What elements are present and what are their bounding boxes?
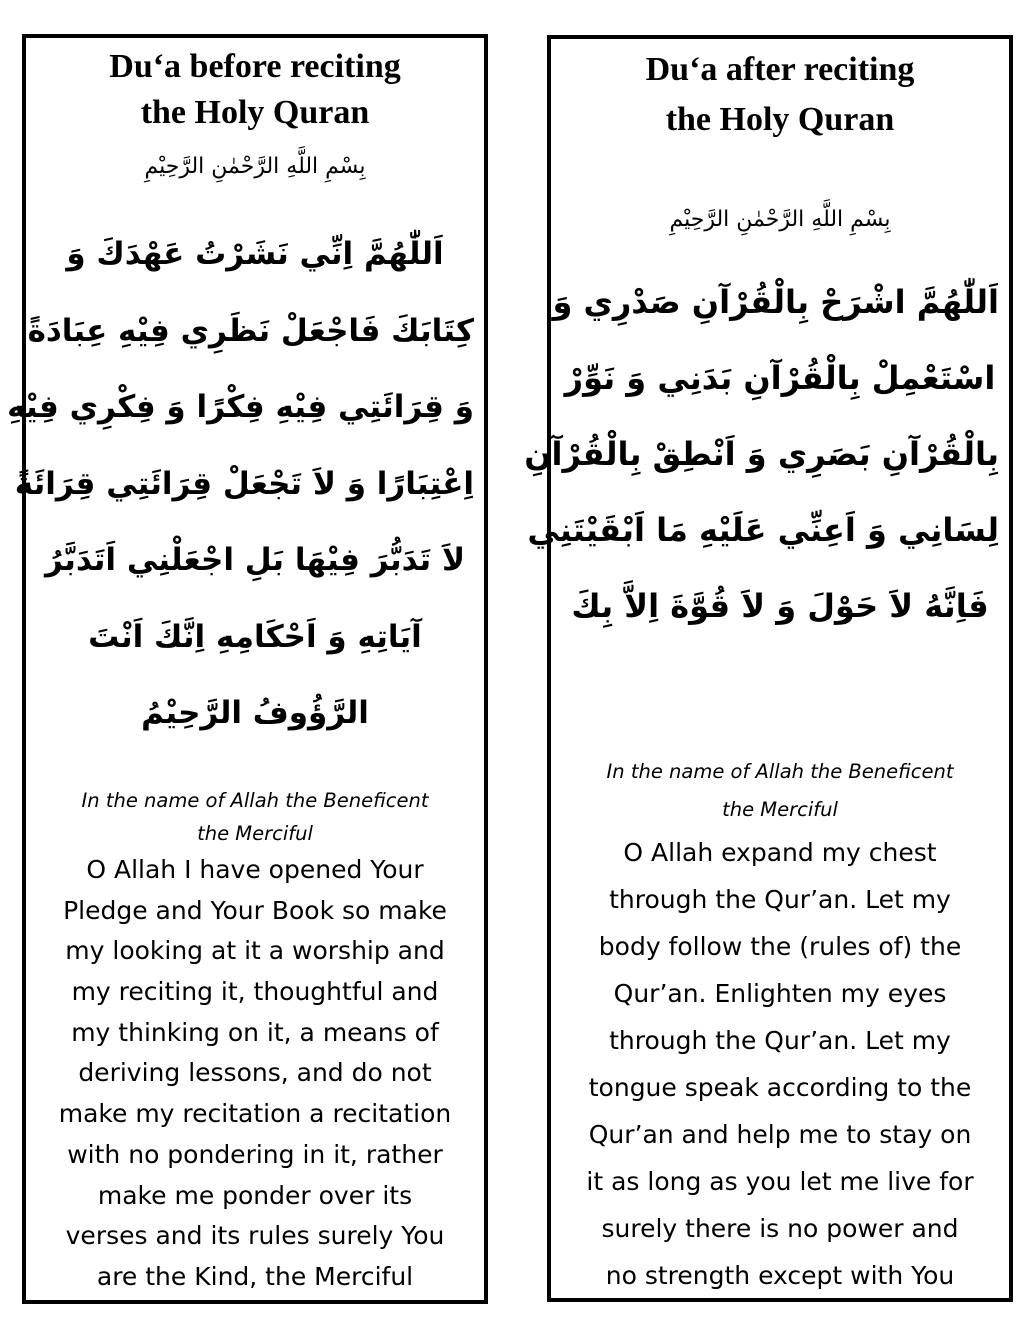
translation-line: Pledge and Your Book so make	[63, 895, 447, 925]
arabic-line: كِتَابَكَ فَاجْعَلْ نَظَرِي فِيْهِ عِبَادَةً	[27, 312, 474, 349]
translation-line: are the Kind, the Merciful	[96, 1261, 414, 1291]
translation-line: through the Qur’an. Let my	[609, 885, 951, 914]
translation-line: verses and its rules surely You	[65, 1221, 445, 1251]
arabic-line: وَ قِرَائَتِي فِيْهِ فِكْرًا وَ فِكْرِي فِيْهِ	[7, 389, 474, 425]
subtitle-line-1: In the name of Allah the Beneficent	[81, 789, 429, 812]
translation-line: make my recitation a recitation	[58, 1099, 452, 1129]
arabic-line: الرَّؤُوفُ الرَّحِيْمُ	[141, 695, 369, 731]
translation-line: O Allah I have opened Your	[86, 855, 424, 884]
dua-before-card	[7, 34, 488, 1304]
bismillah-translation	[565, 753, 995, 829]
translation-line: my looking at it a worship and	[65, 936, 445, 966]
arabic-dua-text	[7, 216, 474, 752]
dua-before-title	[26, 44, 484, 136]
translation-line: no strength except with You	[605, 1261, 955, 1290]
arabic-line: لاَ تَدَبُّرَ فِيْهَا بَلِ اجْعَلْنِي اَتَدَبَّرُ	[44, 542, 466, 578]
title-line-1: Du‘a after reciting	[645, 51, 915, 88]
arabic-dua-text	[524, 264, 999, 644]
translation-line: it as long as you let me live for	[586, 1167, 974, 1196]
english-translation	[32, 850, 478, 1298]
arabic-line: اَللّٰهُمَّ اِنِّي نَشَرْتُ عَهْدَكَ وَ	[66, 236, 444, 272]
bismillah-arabic: بِسْمِ اللَّهِ الرَّحْمٰنِ الرَّحِيْمِ	[144, 154, 366, 179]
bismillah-translation	[40, 784, 470, 850]
english-translation	[557, 829, 1003, 1299]
arabic-line: اِعْتِبَارًا وَ لاَ تَجْعَلْ قِرَائَتِي قِرَائَةً	[14, 465, 474, 502]
translation-line: my reciting it, thoughtful and	[71, 977, 439, 1007]
translation-line: O Allah expand my chest	[623, 838, 937, 867]
arabic-line: لِسَانِي وَ اَعِنِّي عَلَيْهِ مَا اَبْقَيْتَنِي	[527, 511, 999, 549]
arabic-line: آيَاتِهِ وَ اَحْكَامِهِ اِنَّكَ اَنْتَ	[88, 618, 422, 655]
title-line-2: the Holy Quran	[665, 101, 895, 138]
translation-line: with no pondering in it, rather	[67, 1139, 443, 1169]
translation-line: Qur’an and help me to stay on	[588, 1120, 972, 1149]
subtitle-line-2: the Merciful	[722, 798, 838, 821]
translation-line: make me ponder over its	[97, 1180, 413, 1210]
translation-line: my thinking on it, a means of	[71, 1017, 439, 1047]
dua-after-card	[524, 35, 1013, 1302]
title-line-1: Du‘a before reciting	[109, 48, 401, 85]
subtitle-line-2: the Merciful	[197, 822, 313, 845]
arabic-line: بِالْقُرْآنِ بَصَرِي وَ اَنْطِقْ بِالْقُرْآنِ	[524, 435, 999, 473]
subtitle-line-1: In the name of Allah the Beneficent	[606, 760, 954, 783]
translation-line: deriving lessons, and do not	[78, 1058, 432, 1088]
dua-after-title	[551, 45, 1009, 145]
translation-line: body follow the (rules of) the	[598, 932, 962, 961]
arabic-line: اَللّٰهُمَّ اشْرَحْ بِالْقُرْآنِ صَدْرِي وَ	[552, 283, 999, 321]
translation-line: Qur’an. Enlighten my eyes	[613, 979, 947, 1008]
translation-line: through the Qur’an. Let my	[609, 1026, 951, 1055]
arabic-line: اسْتَعْمِلْ بِالْقُرْآنِ بَدَنِي وَ نَوِّرْ	[564, 359, 996, 397]
title-line-2: the Holy Quran	[140, 94, 370, 131]
translation-line: surely there is no power and	[601, 1214, 959, 1243]
translation-line: tongue speak according to the	[588, 1073, 972, 1102]
arabic-line: فَاِنَّهُ لاَ حَوْلَ وَ لاَ قُوَّةَ اِلاَّ بِكَ	[571, 587, 989, 625]
bismillah-arabic: بِسْمِ اللَّهِ الرَّحْمٰنِ الرَّحِيْمِ	[669, 207, 891, 232]
